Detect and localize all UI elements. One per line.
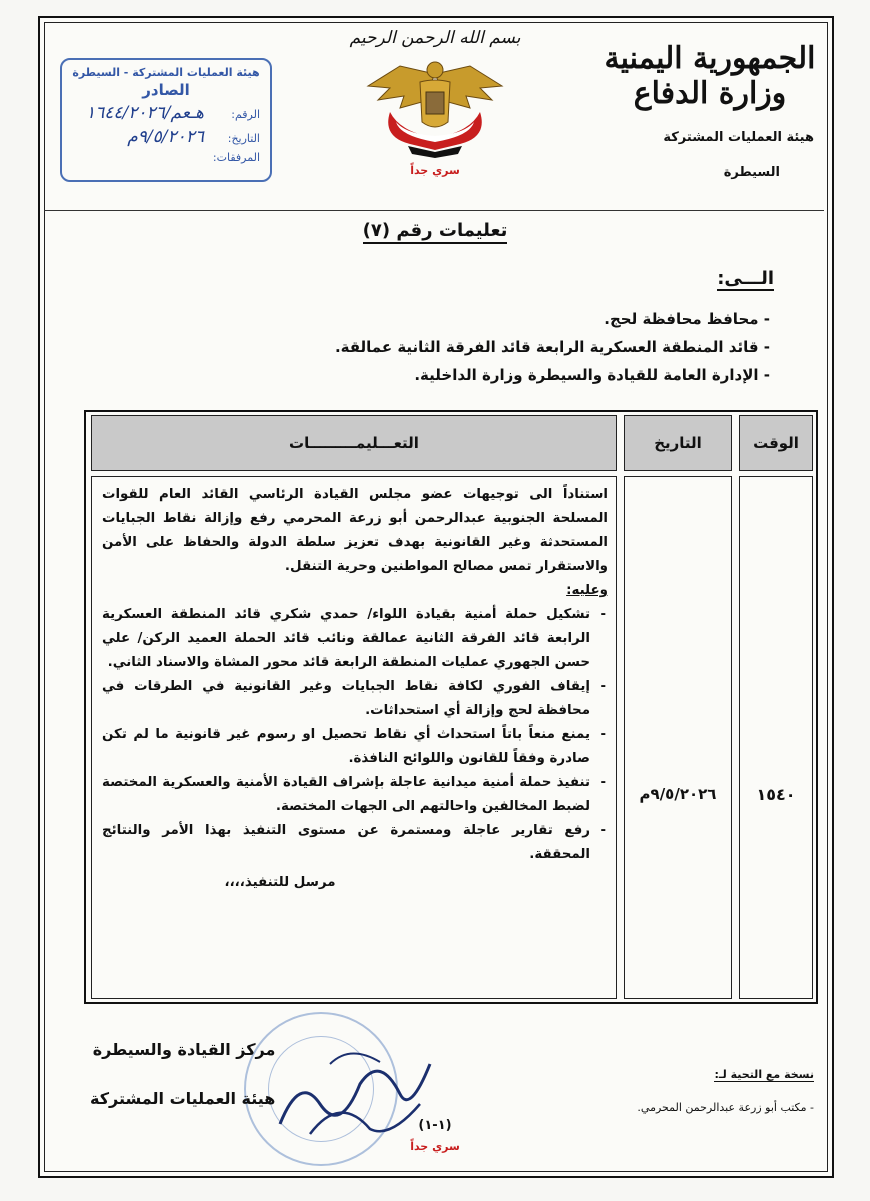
instruction-item: - يمنع منعاً باتاً استحداث أي نقاط تحصيل او رسوم غير قانونية ما لم تكن صادرة وفقاً للقانون واللوائح النافذة. — [102, 723, 608, 771]
ministry-name: وزارة الدفاع — [633, 76, 787, 111]
therefore-label: وعليه: — [566, 583, 608, 598]
header-center — [330, 28, 540, 177]
stamp-date-label: التاريخ: — [227, 132, 260, 145]
unit-name: السيطرة — [723, 165, 780, 180]
classification-bottom: سري جداً — [410, 1140, 460, 1153]
recipient-item: - قائد المنطقة العسكرية الرابعة قائد الفرقة الثانية عمالقة. — [335, 333, 770, 361]
copy-to — [637, 1068, 814, 1114]
page-number: (١-١) — [418, 1118, 452, 1133]
republic-name: الجمهورية اليمنية — [604, 41, 816, 76]
document-title — [0, 220, 870, 241]
authority-name: هيئة العمليات المشتركة — [663, 130, 814, 145]
header-divider — [44, 210, 824, 211]
stamp-attachments-row — [72, 151, 260, 164]
instruction-item: - تنفيذ حملة أمنية ميدانية عاجلة بإشراف القيادة الأمنية والعسكرية المختصة لضبط المخالفين واحالتهم الى الجهات المختصة. — [102, 771, 608, 819]
instructions-intro: استناداً الى توجيهات عضو مجلس القيادة الرئاسي القائد العام للقوات المسلحة الجنوبية عبدالرحمن أبو زرعة المحرمي رفع وإزالة نقاط الجبايات المستحدثة وغير القانونية بهدف تعزيز سلطة الدولة والحفاظ على الأمن والاستقرار تمس مصالح المواطنين وحرية التنقل. — [102, 487, 608, 574]
closing-text: مرسل للتنفيذ،،،، — [224, 875, 336, 890]
header-date: التاريخ — [624, 415, 732, 471]
instructions-body — [102, 483, 608, 895]
time-value: ١٥٤٠ — [756, 785, 796, 804]
header-instructions: التعـــليمـــــــــات — [91, 415, 617, 471]
instruction-item: - تشكيل حملة أمنية بقيادة اللواء/ حمدي شكري قائد المنطقة العسكرية الرابعة قائد الفرقة الثانية عمالقة ونائب قائد الحملة العميد الركن/ علي حسن الجهوري عمليات المنطقة الرابعة قائد محور المشاة والاسناد الثاني. — [102, 603, 608, 675]
time-cell — [739, 476, 813, 999]
date-cell — [624, 476, 732, 999]
eagle-emblem-icon — [360, 52, 510, 160]
table-header — [86, 412, 816, 474]
letterhead — [600, 42, 820, 180]
to-label: الـــى: — [717, 268, 774, 289]
instruction-items — [102, 603, 608, 867]
stamp-date-row — [72, 127, 260, 147]
header-time: الوقت — [739, 415, 813, 471]
date-value: ٩/٥/٢٠٢٦م — [639, 785, 717, 803]
recipient-item: - محافظ محافظة لحج. — [335, 305, 770, 333]
instruction-item: - إيقاف الفوري لكافة نقاط الجبايات وغير القانونية في الطرقات في محافظة لحج وإزالة أي استحداثات. — [102, 675, 608, 723]
stamp-number-row — [72, 103, 260, 123]
footer-authority-name: هيئة العمليات المشتركة — [90, 1089, 276, 1108]
stamp-authority: هيئة العمليات المشتركة - السيطرة — [72, 66, 260, 79]
footer-signatory — [90, 1040, 275, 1108]
stamp-date-value: ٩/٥/٢٠٢٦م — [127, 127, 204, 147]
instructions-table — [84, 410, 818, 1004]
recipient-list — [335, 305, 770, 389]
copy-to-label: نسخة مع التحية لـ: — [714, 1068, 814, 1081]
recipient-item: - الإدارة العامة للقيادة والسيطرة وزارة الداخلية. — [335, 361, 770, 389]
footer-center-name: مركز القيادة والسيطرة — [92, 1040, 276, 1059]
classification-top: سري جداً — [410, 164, 460, 177]
stamp-number-value: هـعم/١٦٤٤/٢٠٢٦ — [86, 103, 204, 123]
basmala: بسم الله الرحمن الرحيم — [349, 28, 521, 48]
stamp-number-label: الرقم: — [231, 108, 260, 121]
outgoing-stamp — [60, 58, 272, 182]
document-title-text: تعليمات رقم (٧) — [363, 220, 508, 244]
copy-to-item: - مكتب أبو زرعة عبدالرحمن المحرمي. — [637, 1101, 814, 1114]
instructions-cell — [91, 476, 617, 999]
copy-to-item-text: مكتب أبو زرعة عبدالرحمن المحرمي. — [637, 1101, 807, 1114]
stamp-type: الصادر — [142, 81, 190, 99]
instruction-item: - رفع تقارير عاجلة ومستمرة عن مستوى التنفيذ بهذا الأمر والنتائج المحققة. — [102, 819, 608, 867]
stamp-attachments-label: المرفقات: — [212, 151, 260, 164]
